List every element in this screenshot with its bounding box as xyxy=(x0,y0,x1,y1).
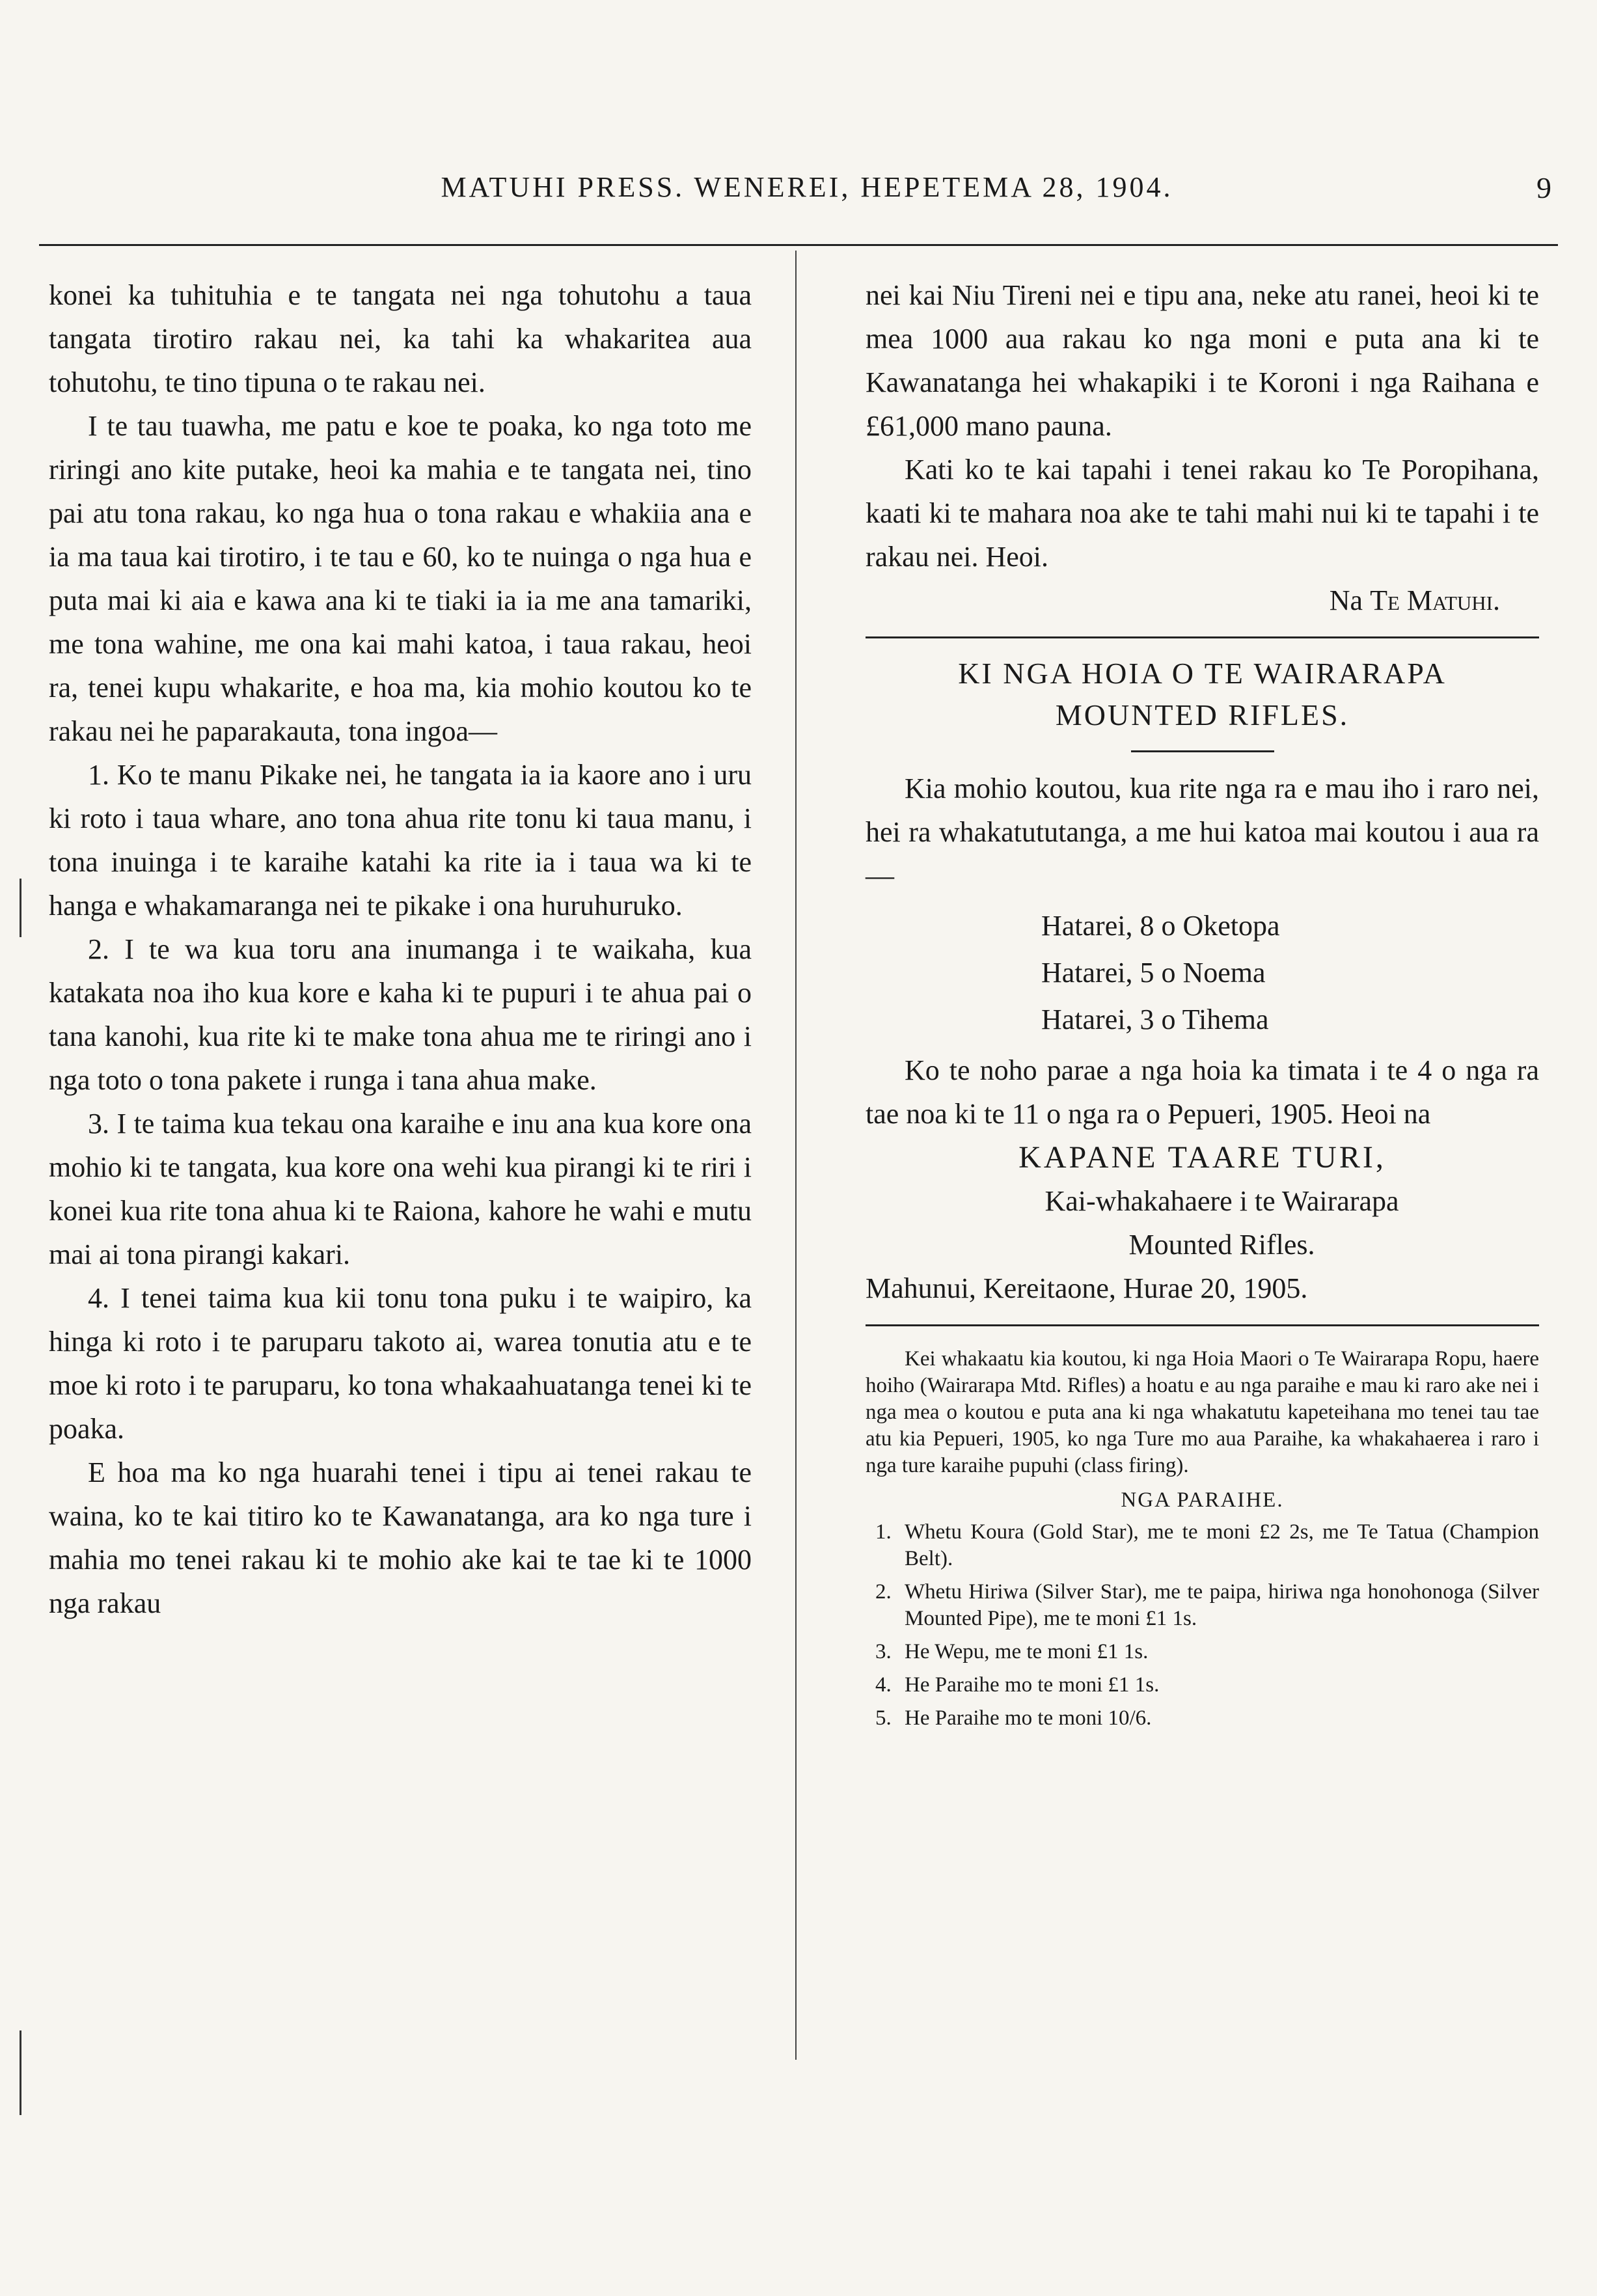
left-column xyxy=(49,273,752,1625)
notice-body: Ko te noho parae a nga hoia ka timata i te 4 o nga ra tae noa ki te 11 o nga ra o Pepueri, 1905. Heoi na xyxy=(866,1054,1539,1130)
right-column xyxy=(866,273,1539,1738)
margin-mark xyxy=(20,879,21,937)
article-paragraph: I te tau tuawha, me patu e koe te poaka, ko nga toto me riringi ano kite putake, heoi ka mahia e te tangata nei, tino pai atu tona rakau, ko nga hua o tona rakau e whakiia ana e ia ma taua kai tirotiro, i te tau e 60, ko te nuinga o nga hua e puta mai ki aia e kawa ana ki te tiaki ia ia me ana tamariki, me tona wahine, me ona kai mahi katoa, i taua rakau, heoi ra, tenei kupu whakarite, e hoa ma, kia mohio koutou ko te rakau nei he paparakauta, tona ingoa— xyxy=(49,410,752,747)
section-rule xyxy=(866,1324,1539,1326)
list-item: 4. I tenei taima kua kii tonu tona puku i te waipiro, ka hinga ki roto i te paruparu takoto ai, warea tonutia atu e te moe ki roto i te paruparu, ko tona whakaahuatanga tenei ki te poaka. xyxy=(49,1282,752,1445)
prizes-notice xyxy=(866,1346,1539,1732)
date-item: Hatarei, 5 o Noema xyxy=(1041,957,1266,989)
running-head: MATUHI PRESS. WENEREI, HEPETEMA 28, 1904. xyxy=(441,171,1173,203)
author-signoff xyxy=(866,579,1539,622)
prize-number: 5. xyxy=(875,1706,892,1730)
date-item: Hatarei, 3 o Tihema xyxy=(1041,1004,1269,1035)
notice-title-line: KI NGA HOIA O TE WAIRARAPA xyxy=(958,657,1447,690)
date-item: Hatarei, 8 o Oketopa xyxy=(1041,910,1280,942)
page-number: 9 xyxy=(1536,171,1551,204)
list-item: 2. I te wa kua toru ana inumanga i te waikaha, kua katakata noa iho kua kore e kaha ki te pupuri i te ahua pai o tana kanohi, kua rite ki te make tona ahua me te riringi ano i nga toto o tona pakete i runga i tana ahua make. xyxy=(49,933,752,1096)
prize-text: Whetu Koura (Gold Star), me te moni £2 2s, me Te Tatua (Champion Belt). xyxy=(905,1520,1539,1570)
prize-item xyxy=(866,1579,1539,1632)
section-rule xyxy=(866,636,1539,638)
continuation-paragraph: nei kai Niu Tireni nei e tipu ana, neke atu ranei, heoi ki te mea 1000 aua rakau ko nga moni e puta ana ki te Kawanatanga hei whakapiki i te Koroni i nga Raihana e £61,000 mano pauna. xyxy=(866,279,1539,442)
notice-title-line: MOUNTED RIFLES. xyxy=(1055,698,1350,731)
prize-text: He Wepu, me te moni £1 1s. xyxy=(905,1640,1149,1663)
prize-number: 1. xyxy=(875,1520,892,1544)
prize-item xyxy=(866,1705,1539,1732)
author-name: Te Matuhi. xyxy=(1370,584,1500,616)
margin-mark xyxy=(20,2030,21,2115)
prizes-intro: Kei whakaatu kia koutou, ki nga Hoia Maori o Te Wairarapa Ropu, haere hoiho (Wairarapa Mtd. Rifles) a hoatu e au nga paraihe e mau ki raro ake nei i nga mea o koutou e puta ana ki nga whakatutu kapeteihana mo tenei tau tae atu kia Pepueri, 1905, ko nga Ture mo aua Paraihe, ka whakahaerea i raro i nga ture karaihe pupuhi (class firing). xyxy=(866,1347,1539,1477)
militia-notice xyxy=(866,653,1539,1310)
prize-item xyxy=(866,1672,1539,1699)
short-rule xyxy=(1131,750,1274,752)
notice-title xyxy=(866,653,1539,736)
prize-item xyxy=(866,1639,1539,1665)
article-paragraph: E hoa ma ko nga huarahi tenei i tipu ai tenei rakau te waina, ko te kai titiro ko te Kawanatanga, ara ko nga ture i mahia mo tenei rakau ki te mohio ake kai te tae ki te 1000 nga rakau xyxy=(49,1456,752,1619)
signoff-prefix: Na xyxy=(1329,584,1363,616)
prize-text: He Paraihe mo te moni 10/6. xyxy=(905,1706,1152,1730)
signatory-name: KAPANE TAARE TURI, xyxy=(1018,1140,1386,1175)
prize-number: 3. xyxy=(875,1640,892,1663)
prize-item xyxy=(866,1519,1539,1572)
notice-date: Mahunui, Kereitaone, Hurae 20, 1905. xyxy=(866,1272,1308,1304)
signatory-role: Mounted Rifles. xyxy=(1128,1229,1315,1261)
column-divider xyxy=(795,251,797,2060)
intro-paragraph: konei ka tuhituhia e te tangata nei nga tohutohu a taua tangata tirotiro rakau nei, ka tahi ka whakaritea aua tohutohu, te tino tipuna o te rakau nei. xyxy=(49,279,752,398)
parade-dates xyxy=(866,903,1539,1043)
prizes-heading: NGA PARAIHE. xyxy=(1121,1488,1284,1512)
page-header xyxy=(39,171,1558,210)
prize-text: Whetu Hiriwa (Silver Star), me te paipa, hiriwa nga honohonoga (Silver Mounted Pipe), me te moni £1 1s. xyxy=(905,1580,1539,1630)
list-item: 1. Ko te manu Pikake nei, he tangata ia ia kaore ano i uru ki roto i taua whare, ano tona ahua rite tonu ki taua manu, i tona inuinga i te karaihe katahi ka rite ia i taua wa ki te hanga e whakamaranga nei te pikake i ona huruhuruko. xyxy=(49,759,752,922)
list-item: 3. I te taima kua tekau ona karaihe e inu ana kua kore ona mohio ki te tangata, kua kore ona wehi kua pirangi ki te riri i konei kua rite tona ahua ki te Raiona, kahore he wahi e mutu mai ai tona pirangi kakari. xyxy=(49,1108,752,1270)
prize-number: 2. xyxy=(875,1580,892,1604)
signatory-role: Kai-whakahaere i te Wairarapa xyxy=(1044,1185,1399,1217)
notice-intro: Kia mohio koutou, kua rite nga ra e mau iho i raro nei, hei ra whakatututanga, a me hui katoa mai koutou i aua ra— xyxy=(866,772,1539,892)
prize-number: 4. xyxy=(875,1673,892,1697)
prize-text: He Paraihe mo te moni £1 1s. xyxy=(905,1673,1160,1697)
header-rule xyxy=(39,244,1558,246)
article-paragraph: Kati ko te kai tapahi i tenei rakau ko Te Poropihana, kaati ki te mahara noa ake te tahi mahi nui ki te tapahi i te rakau nei. Heoi. xyxy=(866,454,1539,573)
